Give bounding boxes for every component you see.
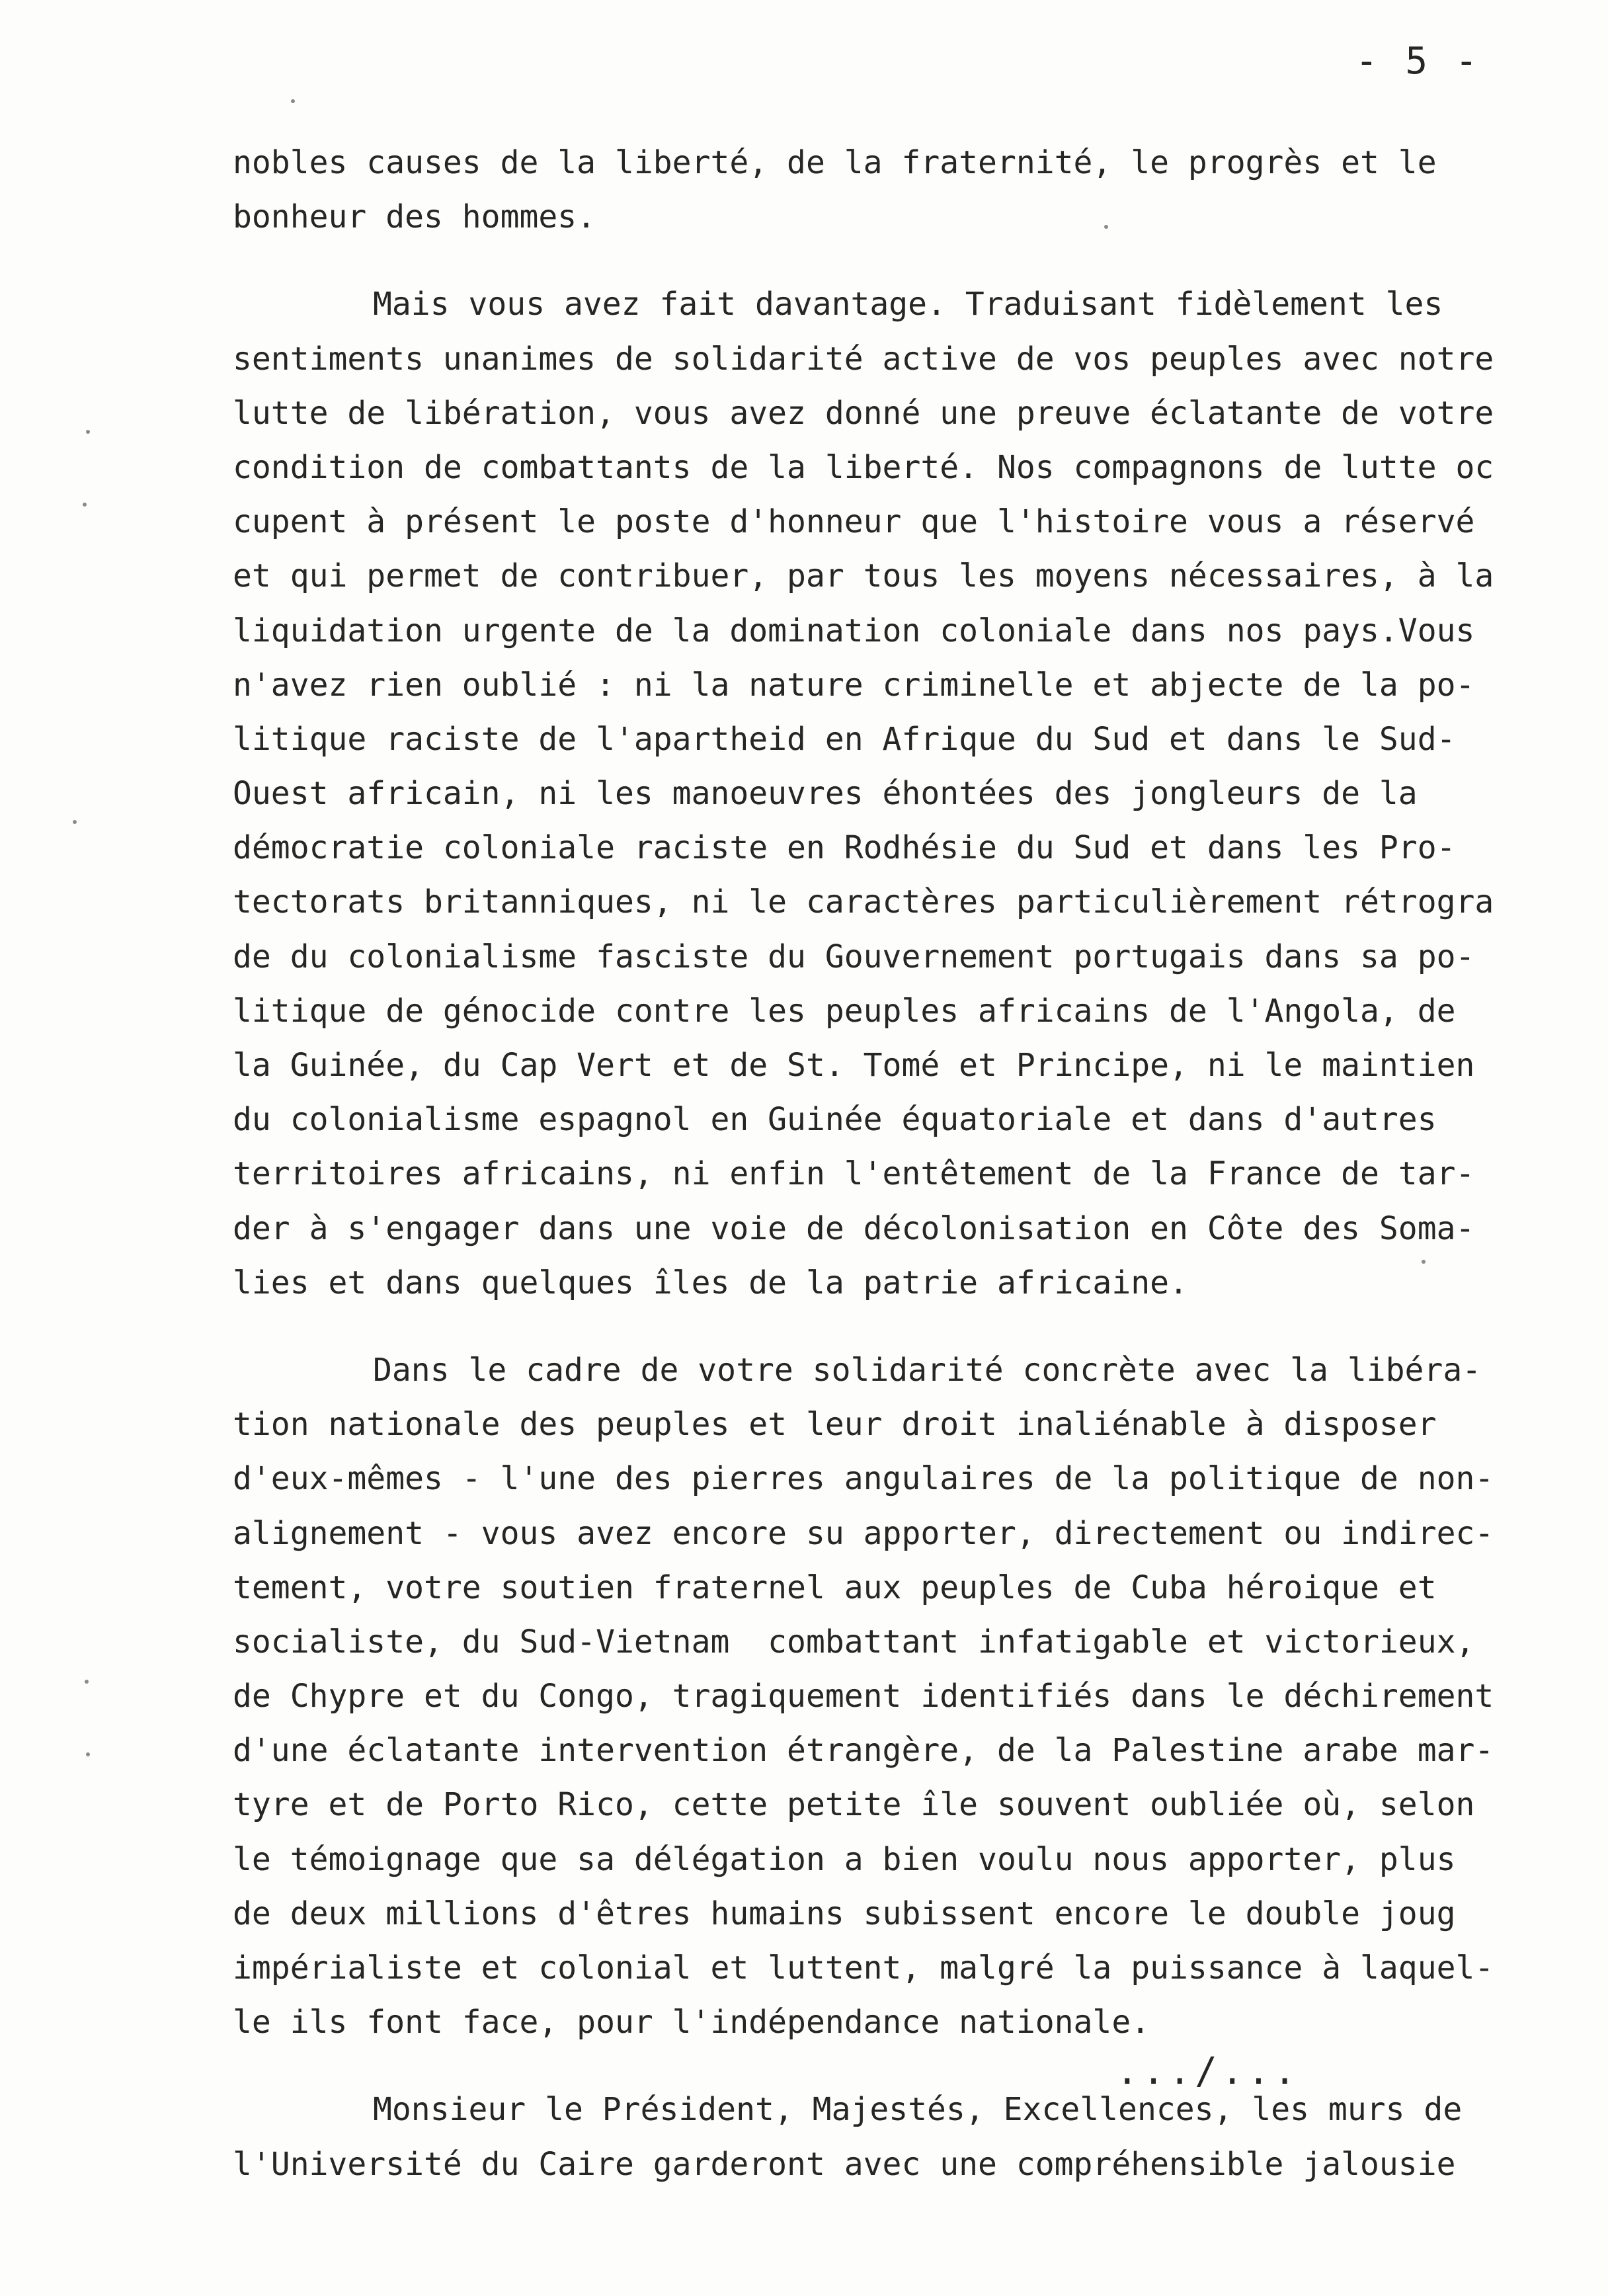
text-line: le témoignage que sa délégation a bien voulu nous apporter, plus	[233, 1840, 1456, 1878]
text-line: et qui permet de contribuer, par tous les moyens nécessaires, à la	[233, 557, 1494, 595]
page-number: - 5 -	[1355, 40, 1480, 83]
text-line: bonheur des hommes.	[233, 198, 596, 236]
text-line: Mais vous avez fait davantage. Traduisant fidèlement les	[373, 286, 1443, 323]
scan-speck	[86, 430, 90, 434]
text-line: tement, votre soutien fraternel aux peuples de Cuba héroique et	[233, 1569, 1437, 1606]
scan-speck	[291, 99, 295, 103]
text-line: Ouest africain, ni les manoeuvres éhontées des jongleurs de la	[233, 775, 1418, 813]
scan-speck	[1422, 1260, 1426, 1264]
text-line: lies et dans quelques îles de la patrie africaine.	[233, 1264, 1188, 1301]
text-line: tion nationale des peuples et leur droit inaliénable à disposer	[233, 1406, 1437, 1444]
text-line: n'avez rien oublié : ni la nature criminelle et abjecte de la po-	[233, 666, 1475, 704]
text-line: démocratie coloniale raciste en Rodhésie du Sud et dans les Pro-	[233, 829, 1456, 867]
text-line: d'eux-mêmes - l'une des pierres angulaires de la politique de non-	[233, 1460, 1494, 1498]
paragraph	[233, 277, 1548, 1310]
text-line: tyre et de Porto Rico, cette petite île souvent oubliée où, selon	[233, 1786, 1475, 1824]
body-text	[233, 136, 1548, 2192]
paragraph	[233, 2082, 1548, 2191]
text-line: d'une éclatante intervention étrangère, de la Palestine arabe mar-	[233, 1732, 1494, 1770]
text-line: liquidation urgente de la domination coloniale dans nos pays.Vous	[233, 612, 1475, 649]
text-line: der à s'engager dans une voie de décolonisation en Côte des Soma-	[233, 1210, 1475, 1247]
scan-speck	[85, 1680, 89, 1684]
text-line: tectorats britanniques, ni le caractères particulièrement rétrogra	[233, 883, 1494, 921]
text-line: la Guinée, du Cap Vert et de St. Tomé et Principe, ni le maintien	[233, 1047, 1475, 1084]
paragraph	[233, 136, 1548, 244]
text-line: du colonialisme espagnol en Guinée équatoriale et dans d'autres	[233, 1101, 1437, 1139]
text-line: alignement - vous avez encore su apporter, directement ou indirec-	[233, 1514, 1494, 1552]
text-line: sentiments unanimes de solidarité active de vos peuples avec notre	[233, 340, 1494, 378]
text-line: litique raciste de l'apartheid en Afrique du Sud et dans le Sud-	[233, 720, 1456, 758]
scan-speck	[1104, 225, 1108, 229]
text-line: litique de génocide contre les peuples africains de l'Angola, de	[233, 992, 1456, 1030]
text-line: l'Université du Caire garderont avec une compréhensible jalousie	[233, 2145, 1456, 2183]
scan-speck	[86, 1752, 90, 1756]
text-line: lutte de libération, vous avez donné une preuve éclatante de votre	[233, 394, 1494, 432]
text-line: condition de combattants de la liberté. Nos compagnons de lutte oc	[233, 448, 1494, 486]
text-line: le ils font face, pour l'indépendance nationale.	[233, 2004, 1150, 2041]
paragraph	[233, 1343, 1548, 2049]
text-line: de deux millions d'êtres humains subissent encore le double joug	[233, 1895, 1456, 1932]
text-line: de du colonialisme fasciste du Gouvernement portugais dans sa po-	[233, 938, 1475, 975]
text-line: socialiste, du Sud-Vietnam combattant infatigable et victorieux,	[233, 1623, 1475, 1660]
text-line: de Chypre et du Congo, tragiquement identifiés dans le déchirement	[233, 1678, 1494, 1715]
scan-speck	[73, 820, 77, 824]
text-line: cupent à présent le poste d'honneur que l'histoire vous a réservé	[233, 503, 1475, 541]
text-line: impérialiste et colonial et luttent, malgré la puissance à laquel-	[233, 1949, 1494, 1987]
text-line: Monsieur le Président, Majestés, Excellences, les murs de	[373, 2091, 1463, 2129]
text-line: Dans le cadre de votre solidarité concrète avec la libéra-	[373, 1351, 1482, 1389]
scan-speck	[83, 503, 87, 507]
text-line: nobles causes de la liberté, de la fraternité, le progrès et le	[233, 144, 1437, 181]
text-line: territoires africains, ni enfin l'entêtement de la France de tar-	[233, 1155, 1475, 1193]
continuation-marker: .../...	[1116, 2050, 1301, 2093]
